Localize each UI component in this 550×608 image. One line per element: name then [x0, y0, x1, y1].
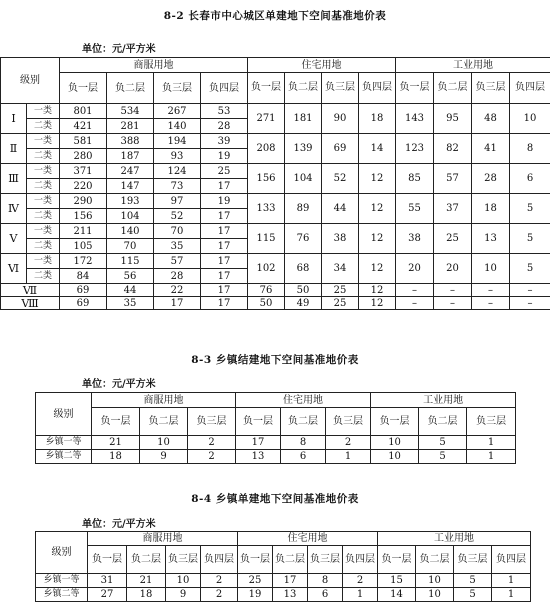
commercial-value: 93	[154, 149, 201, 164]
industrial-value: 5	[510, 194, 550, 224]
residential-value: 34	[322, 254, 359, 284]
table-8-4-title: 8-4 乡镇单建地下空间基准地价表	[191, 493, 359, 505]
floor-header: 负四层	[201, 73, 248, 104]
industrial-value: 13	[472, 224, 510, 254]
table-row	[36, 574, 531, 588]
value-cell: 9	[166, 588, 201, 602]
level-cell: 乡镇一等	[36, 436, 92, 450]
commercial-value: 25	[201, 164, 248, 179]
commercial-value: 19	[201, 194, 248, 209]
floor-header: 负三层	[188, 408, 236, 436]
table-row	[1, 254, 550, 269]
value-cell: 10	[371, 436, 419, 450]
commercial-value: 97	[154, 194, 201, 209]
floor-header: 负四层	[359, 73, 396, 104]
industrial-value: –	[510, 297, 550, 310]
residential-value: 44	[322, 194, 359, 224]
level-cell: Ⅱ	[1, 134, 27, 164]
industrial-value: 48	[472, 104, 510, 134]
industrial-value: –	[434, 284, 472, 297]
class-cell: 一类	[27, 254, 60, 269]
industrial-value: 5	[510, 224, 550, 254]
floor-header: 负四层	[510, 73, 550, 104]
commercial-value: 17	[201, 297, 248, 310]
industrial-value: 85	[396, 164, 434, 194]
commercial-value: 147	[107, 179, 154, 194]
value-cell: 2	[201, 574, 238, 588]
residential-header: 住宅用地	[248, 58, 396, 73]
class-cell: 一类	[27, 194, 60, 209]
commercial-value: 53	[201, 104, 248, 119]
residential-value: 52	[322, 164, 359, 194]
value-cell: 10	[166, 574, 201, 588]
table-8-4	[35, 531, 531, 602]
floor-header: 负三层	[308, 546, 343, 574]
floor-header: 负二层	[434, 73, 472, 104]
value-cell: 17	[236, 436, 281, 450]
level-cell: 乡镇二等	[36, 450, 92, 464]
commercial-value: 28	[154, 269, 201, 284]
industrial-value: 6	[510, 164, 550, 194]
commercial-value: 193	[107, 194, 154, 209]
class-cell: 二类	[27, 119, 60, 134]
commercial-value: 267	[154, 104, 201, 119]
commercial-value: 388	[107, 134, 154, 149]
class-cell: 一类	[27, 134, 60, 149]
industrial-value: 57	[434, 164, 472, 194]
class-cell: 一类	[27, 164, 60, 179]
level-cell: 乡镇一等	[36, 574, 88, 588]
value-cell: 9	[140, 450, 188, 464]
commercial-value: 17	[201, 254, 248, 269]
commercial-value: 371	[60, 164, 107, 179]
residential-value: 12	[359, 254, 396, 284]
commercial-value: 69	[60, 297, 107, 310]
commercial-value: 17	[154, 297, 201, 310]
commercial-value: 156	[60, 209, 107, 224]
value-cell: 13	[236, 450, 281, 464]
value-cell: 31	[88, 574, 127, 588]
value-cell: 8	[281, 436, 326, 450]
class-cell: 二类	[27, 269, 60, 284]
residential-value: 271	[248, 104, 285, 134]
floor-header: 负二层	[140, 408, 188, 436]
commercial-value: 281	[107, 119, 154, 134]
level-cell: Ⅵ	[1, 254, 27, 284]
value-cell: 2	[326, 436, 371, 450]
value-cell: 1	[326, 450, 371, 464]
industrial-header: 工业用地	[371, 393, 516, 408]
residential-value: 76	[285, 224, 322, 254]
residential-value: 12	[359, 194, 396, 224]
commercial-value: 19	[201, 149, 248, 164]
value-cell: 18	[127, 588, 166, 602]
class-cell: 一类	[27, 104, 60, 119]
value-cell: 21	[92, 436, 140, 450]
table-row	[1, 194, 550, 209]
commercial-value: 172	[60, 254, 107, 269]
level-cell: Ⅶ	[1, 284, 60, 297]
industrial-value: 38	[396, 224, 434, 254]
table-row	[1, 134, 550, 149]
commercial-value: 534	[107, 104, 154, 119]
industrial-value: 20	[396, 254, 434, 284]
industrial-value: 123	[396, 134, 434, 164]
class-cell: 二类	[27, 179, 60, 194]
table-8-4-unit: 单位：元/平方米	[82, 519, 156, 530]
class-cell: 二类	[27, 239, 60, 254]
commercial-value: 17	[201, 269, 248, 284]
value-cell: 6	[308, 588, 343, 602]
residential-value: 139	[285, 134, 322, 164]
floor-header: 负二层	[107, 73, 154, 104]
commercial-value: 194	[154, 134, 201, 149]
value-cell: 27	[88, 588, 127, 602]
value-cell: 15	[378, 574, 416, 588]
floor-header: 负二层	[127, 546, 166, 574]
commercial-value: 421	[60, 119, 107, 134]
commercial-value: 17	[201, 284, 248, 297]
residential-value: 50	[285, 284, 322, 297]
table-8-3	[35, 392, 516, 464]
floor-header: 负二层	[281, 408, 326, 436]
value-cell: 10	[140, 436, 188, 450]
table-8-3-title: 8-3 乡镇结建地下空间基准地价表	[191, 354, 359, 366]
industrial-value: 25	[434, 224, 472, 254]
industrial-value: 20	[434, 254, 472, 284]
floor-header: 负一层	[378, 546, 416, 574]
commercial-value: 57	[154, 254, 201, 269]
commercial-value: 247	[107, 164, 154, 179]
residential-value: 76	[248, 284, 285, 297]
residential-value: 90	[322, 104, 359, 134]
value-cell: 21	[127, 574, 166, 588]
residential-value: 18	[359, 104, 396, 134]
table-8-2-title: 8-2 长春市中心城区单建地下空间基准地价表	[163, 10, 387, 22]
table-row	[36, 588, 531, 602]
floor-header: 负三层	[472, 73, 510, 104]
industrial-value: 95	[434, 104, 472, 134]
value-cell: 6	[281, 450, 326, 464]
value-cell: 10	[416, 574, 454, 588]
class-cell: 二类	[27, 209, 60, 224]
commercial-value: 73	[154, 179, 201, 194]
level-header: 级别	[36, 393, 92, 436]
industrial-value: 41	[472, 134, 510, 164]
industrial-value: 37	[434, 194, 472, 224]
value-cell: 2	[343, 574, 378, 588]
commercial-value: 84	[60, 269, 107, 284]
commercial-value: 124	[154, 164, 201, 179]
commercial-value: 115	[107, 254, 154, 269]
value-cell: 18	[92, 450, 140, 464]
value-cell: 1	[492, 574, 531, 588]
commercial-value: 35	[154, 239, 201, 254]
commercial-value: 52	[154, 209, 201, 224]
residential-value: 12	[359, 297, 396, 310]
commercial-value: 290	[60, 194, 107, 209]
residential-value: 25	[322, 284, 359, 297]
floor-header: 负二层	[419, 408, 467, 436]
table-8-3-unit: 单位：元/平方米	[82, 379, 156, 390]
class-cell: 二类	[27, 149, 60, 164]
table-row	[36, 436, 516, 450]
industrial-value: –	[396, 284, 434, 297]
residential-value: 68	[285, 254, 322, 284]
table-row	[1, 297, 550, 310]
level-header: 级别	[36, 532, 88, 574]
value-cell: 25	[238, 574, 273, 588]
commercial-value: 17	[201, 224, 248, 239]
commercial-value: 70	[154, 224, 201, 239]
commercial-value: 187	[107, 149, 154, 164]
value-cell: 17	[273, 574, 308, 588]
commercial-value: 28	[201, 119, 248, 134]
table-row	[1, 164, 550, 179]
floor-header: 负三层	[326, 408, 371, 436]
level-header: 级别	[1, 58, 60, 104]
commercial-header: 商服用地	[88, 532, 238, 546]
commercial-value: 17	[201, 209, 248, 224]
value-cell: 10	[371, 450, 419, 464]
value-cell: 5	[454, 574, 492, 588]
floor-header: 负一层	[248, 73, 285, 104]
industrial-value: 55	[396, 194, 434, 224]
commercial-value: 104	[107, 209, 154, 224]
industrial-value: 10	[510, 104, 550, 134]
value-cell: 5	[454, 588, 492, 602]
floor-header: 负一层	[371, 408, 419, 436]
residential-value: 50	[248, 297, 285, 310]
residential-value: 49	[285, 297, 322, 310]
value-cell: 1	[343, 588, 378, 602]
commercial-value: 220	[60, 179, 107, 194]
industrial-value: 82	[434, 134, 472, 164]
value-cell: 2	[188, 436, 236, 450]
commercial-value: 581	[60, 134, 107, 149]
floor-header: 负二层	[273, 546, 308, 574]
residential-value: 12	[359, 284, 396, 297]
floor-header: 负三层	[154, 73, 201, 104]
table-row	[1, 224, 550, 239]
residential-value: 133	[248, 194, 285, 224]
value-cell: 2	[201, 588, 238, 602]
commercial-header: 商服用地	[60, 58, 248, 73]
value-cell: 1	[467, 436, 516, 450]
residential-value: 69	[322, 134, 359, 164]
level-cell: Ⅳ	[1, 194, 27, 224]
residential-value: 89	[285, 194, 322, 224]
commercial-value: 140	[107, 224, 154, 239]
residential-value: 25	[322, 297, 359, 310]
commercial-value: 70	[107, 239, 154, 254]
industrial-value: –	[510, 284, 550, 297]
table-row	[36, 450, 516, 464]
floor-header: 负四层	[201, 546, 238, 574]
floor-header: 负二层	[285, 73, 322, 104]
residential-value: 104	[285, 164, 322, 194]
table-8-2-unit: 单位：元/平方米	[82, 44, 156, 55]
commercial-value: 39	[201, 134, 248, 149]
value-cell: 10	[416, 588, 454, 602]
industrial-value: 5	[510, 254, 550, 284]
floor-header: 负一层	[396, 73, 434, 104]
table-row	[1, 104, 550, 119]
commercial-value: 140	[154, 119, 201, 134]
residential-header: 住宅用地	[238, 532, 378, 546]
class-cell: 一类	[27, 224, 60, 239]
floor-header: 负四层	[492, 546, 531, 574]
industrial-value: 8	[510, 134, 550, 164]
value-cell: 14	[378, 588, 416, 602]
commercial-value: 105	[60, 239, 107, 254]
commercial-value: 801	[60, 104, 107, 119]
commercial-value: 44	[107, 284, 154, 297]
industrial-value: 10	[472, 254, 510, 284]
residential-value: 14	[359, 134, 396, 164]
residential-value: 102	[248, 254, 285, 284]
commercial-value: 69	[60, 284, 107, 297]
industrial-value: –	[396, 297, 434, 310]
industrial-value: –	[472, 284, 510, 297]
floor-header: 负一层	[238, 546, 273, 574]
level-cell: Ⅲ	[1, 164, 27, 194]
floor-header: 负三层	[166, 546, 201, 574]
floor-header: 负一层	[92, 408, 140, 436]
commercial-value: 211	[60, 224, 107, 239]
value-cell: 8	[308, 574, 343, 588]
commercial-value: 17	[201, 179, 248, 194]
floor-header: 负一层	[60, 73, 107, 104]
industrial-value: 143	[396, 104, 434, 134]
floor-header: 负三层	[322, 73, 359, 104]
commercial-value: 56	[107, 269, 154, 284]
floor-header: 负四层	[343, 546, 378, 574]
residential-value: 208	[248, 134, 285, 164]
industrial-header: 工业用地	[396, 58, 550, 73]
table-row	[1, 284, 550, 297]
residential-header: 住宅用地	[236, 393, 371, 408]
industrial-value: 28	[472, 164, 510, 194]
commercial-value: 17	[201, 239, 248, 254]
floor-header: 负三层	[454, 546, 492, 574]
level-cell: Ⅰ	[1, 104, 27, 134]
level-cell: 乡镇二等	[36, 588, 88, 602]
residential-value: 115	[248, 224, 285, 254]
industrial-header: 工业用地	[378, 532, 531, 546]
commercial-value: 22	[154, 284, 201, 297]
industrial-value: –	[434, 297, 472, 310]
floor-header: 负二层	[416, 546, 454, 574]
value-cell: 19	[238, 588, 273, 602]
industrial-value: –	[472, 297, 510, 310]
table-8-2	[0, 57, 550, 310]
residential-value: 38	[322, 224, 359, 254]
floor-header: 负一层	[88, 546, 127, 574]
floor-header: 负三层	[467, 408, 516, 436]
commercial-value: 35	[107, 297, 154, 310]
level-cell: Ⅴ	[1, 224, 27, 254]
residential-value: 181	[285, 104, 322, 134]
value-cell: 2	[188, 450, 236, 464]
value-cell: 13	[273, 588, 308, 602]
value-cell: 5	[419, 436, 467, 450]
value-cell: 1	[492, 588, 531, 602]
level-cell: Ⅷ	[1, 297, 60, 310]
value-cell: 5	[419, 450, 467, 464]
residential-value: 12	[359, 224, 396, 254]
commercial-value: 280	[60, 149, 107, 164]
residential-value: 12	[359, 164, 396, 194]
floor-header: 负一层	[236, 408, 281, 436]
commercial-header: 商服用地	[92, 393, 236, 408]
residential-value: 156	[248, 164, 285, 194]
value-cell: 1	[467, 450, 516, 464]
industrial-value: 18	[472, 194, 510, 224]
